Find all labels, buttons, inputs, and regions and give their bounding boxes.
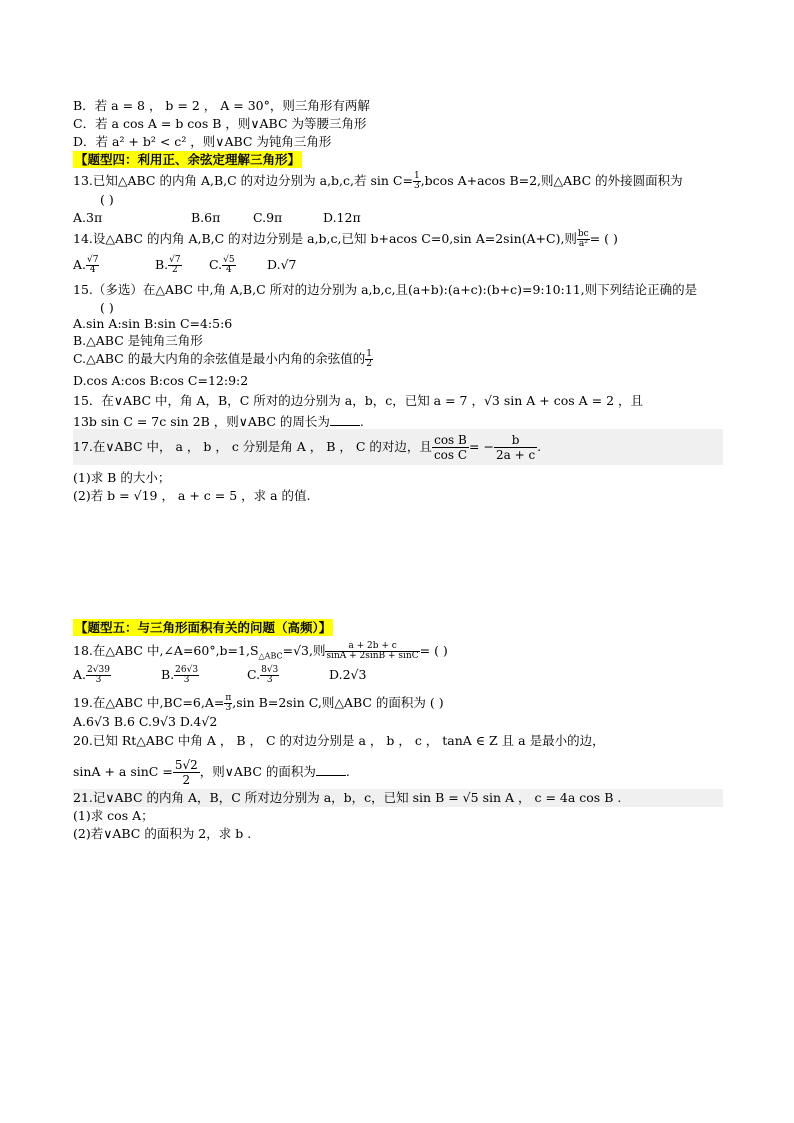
- question-15: 15.（多选）在△ABC 中,角 A,B,C 所对的边分别为 a,b,c,且(a+b):(a+c):(b+c)=9:10:11,则下列结论正确的是: [73, 282, 698, 297]
- q13-options: A.3π B.6π C.9π D.12π: [73, 210, 361, 225]
- option-c-line: C．若 a cos A = b cos B ，则∨ABC 为等腰三角形: [73, 116, 367, 131]
- q14-options: A. $\frac{√7}{4}$ B. $\frac{√7}{2}$ C. $\frac{√5}{4}$ D.√7: [73, 255, 297, 275]
- q17-part2: (2)若 b = √19 ， a + c = 5 ，求 a 的值.: [73, 488, 311, 503]
- question-20-line1: 20.已知 Rt△ABC 中角 A ， B ， C 的对边分别是 a ， b ， c ， tanA ∈ Z 且 a 是最小的边，: [73, 733, 605, 748]
- q13-paren: ( ): [100, 192, 114, 207]
- answer-blank: [316, 763, 346, 776]
- q18-options: A. $\frac{2√39}{3}$ B. $\frac{26√3}{3}$ C. $\frac{8√3}{3}$ D.2√3: [73, 665, 367, 685]
- q19-options: A.6√3 B.6 C.9√3 D.4√2: [73, 714, 218, 729]
- question-15b-line1: 15．在∨ABC 中，角 A，B，C 所对的边分别为 a，b，c，已知 a = 7 ，√3 sin A + cos A = 2 ，且: [73, 393, 644, 408]
- q15-option-c: C.△ABC 的最大内角的余弦值是最小内角的余弦值的 $\frac{1}{2}$: [73, 349, 372, 369]
- answer-blank: [330, 413, 360, 426]
- q15-option-b: B.△ABC 是钝角三角形: [73, 333, 203, 348]
- q21-part2: (2)若∨ABC 的面积为 2，求 b .: [73, 826, 252, 841]
- question-19: 19.在△ABC 中,BC=6,A= $\frac{\pi}{3}$ ,sin B=2sin C,则△ABC 的面积为 ( ): [73, 693, 444, 713]
- question-18: 18.在△ABC 中$,\angle A=60^\circ,b=1,S_{\triangle ABC}=√3$,则 $\frac{a + 2b + c}{\sin A + 2\sin B + \sin C}$ = ( ): [73, 641, 448, 661]
- question-15b-line2: 13b sin C = 7c sin 2B ，则∨ABC 的周长为 .: [73, 414, 364, 429]
- q17-part1: (1)求 B 的大小；: [73, 470, 171, 485]
- q21-part1: (1)求 cos A；: [73, 808, 154, 823]
- question-21: 21.记∨ABC 的内角 A，B，C 所对边分别为 a，b，c，已知 sin B = √5 sin A ， c = 4a cos B .: [73, 790, 622, 805]
- section-heading-4: 【题型四：利用正、余弦定理解三角形】: [75, 152, 301, 167]
- question-17: 17.在∨ABC 中， a ， b ， c 分别是角 A ， B ， C 的对边，且 $\frac{\text{cos B}}{\text{cos C}}$ = − $\frac{b}{2a + c}$ .: [73, 433, 542, 462]
- q15-option-d: D.cos A:cos B:cos C=12:9:2: [73, 373, 249, 388]
- option-b-line: B．若 a = 8 ， b = 2 ， A = 30°，则三角形有两解: [73, 98, 370, 113]
- section-heading-5: 【题型五：与三角形面积有关的问题（高频）】: [75, 620, 332, 635]
- q15-option-a: A.sin A:sin B:sin C=4:5:6: [73, 316, 233, 331]
- question-14: 14.设△ABC 的内角 A,B,C 的对边分别是 a,b,c,已知 b+acos C=0,sin A=2sin(A+C),则 $\frac{bc}{\text{a²}}$ = ( ): [73, 229, 618, 249]
- question-20-line2: sinA + a sinC = $\frac{5√2}{2}$ ，则∨ABC 的面积为 .: [73, 758, 350, 787]
- question-13: 13.已知△ABC 的内角 A,B,C 的对边分别为 a,b,c,若 sin C= $\frac{1}{3}$ ,bcos A+acos B=2,则△ABC 的外接圆面积为: [73, 171, 683, 191]
- option-d-line: D．若 a² + b² < c² ，则∨ABC 为钝角三角形: [73, 134, 332, 149]
- q15-paren: ( ): [100, 300, 114, 315]
